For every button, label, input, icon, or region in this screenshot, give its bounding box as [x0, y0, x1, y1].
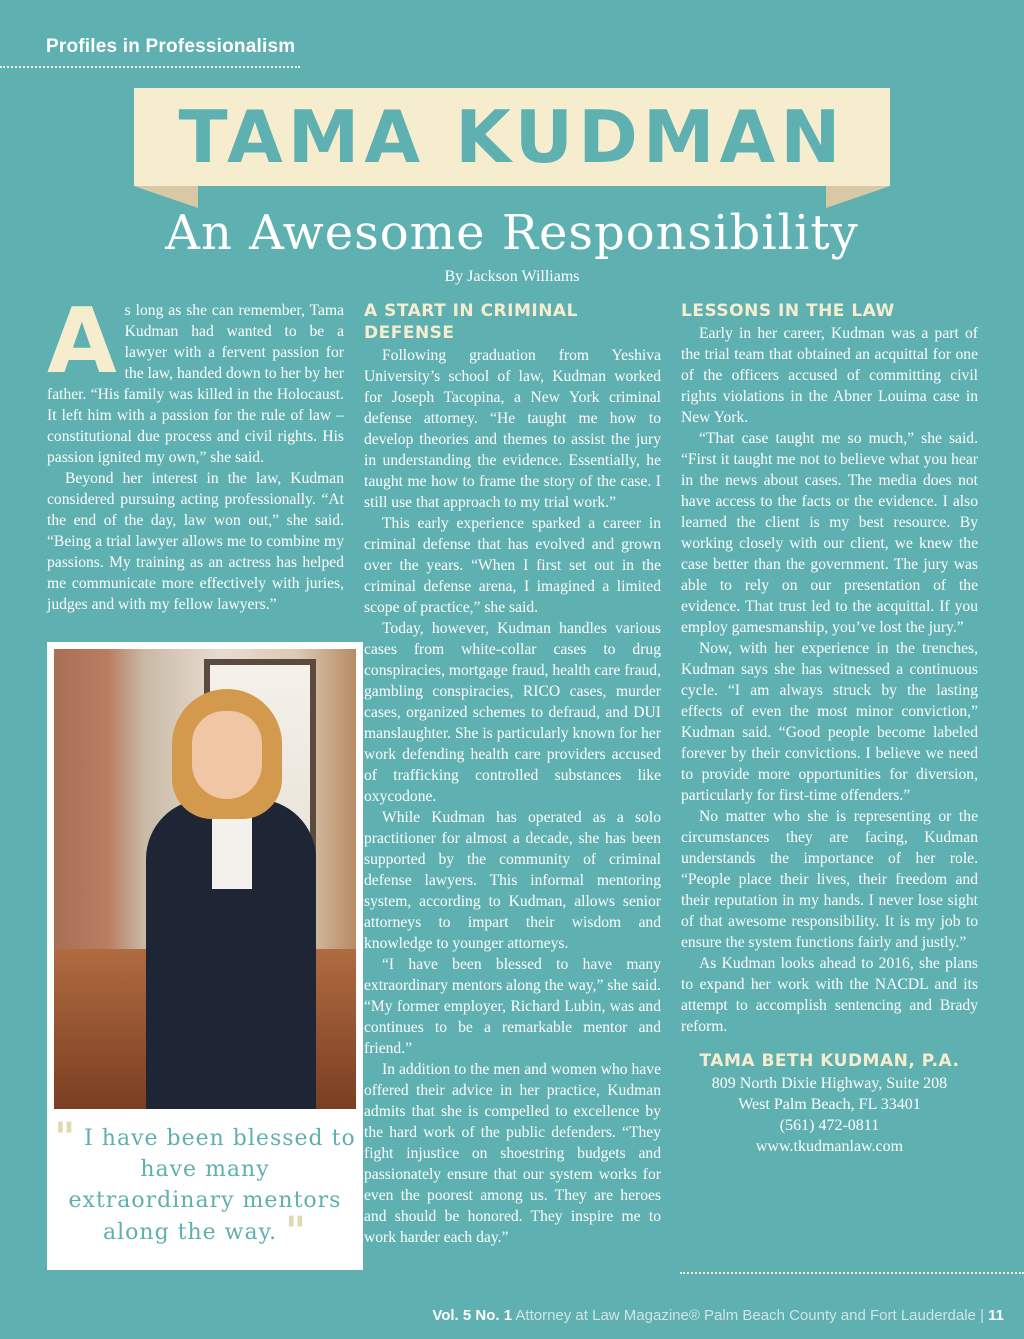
paragraph: Today, however, Kudman handles various cases from white-collar cases to drug conspiracies, mortgage fraud, health care fraud, gambling conspiracies, RICO cases, murder cases, organized schemes to defraud, and DUI manslaughter. She is particularly known for her work defending health care providers accused of trafficking controlled substances like oxycodone. — [364, 620, 662, 805]
byline: By Jackson Williams — [444, 268, 580, 285]
firm-contact — [681, 1049, 978, 1157]
paragraph: s long as she can remember, Tama Kudman had wanted to be a lawyer with a fervent passion for the law, handed down to her by her father. “His family was killed in the Holocaust. It left him with a passion for the rule of law – constitutional due process and civil rights. His passion ignited my own,” she said. — [47, 302, 344, 466]
footer-issue: Vol. 5 No. 1 — [432, 1307, 513, 1324]
section-divider-bottom — [680, 1272, 1024, 1274]
banner-ribbon — [134, 88, 890, 186]
column-3 — [681, 300, 978, 1157]
article-subtitle: An Awesome Responsibility — [165, 205, 859, 261]
title-banner — [0, 0, 1024, 220]
page-title: TAMA KUDMAN — [178, 95, 846, 179]
paragraph: “That case taught me so much,” she said. “First it taught me not to believe what you hear in the news about cases. The media does not have access to the facts or the evidence. I also learned the client is my best resource. By working closely with our client, we knew the case better than the government. The jury was able to rely on our presentation of the evidence. That trust led to the acquittal. If you employ gamesmanship, you’ve lost the jury.” — [681, 430, 978, 636]
paragraph: Following graduation from Yeshiva University’s school of law, Kudman worked for Joseph Tacopina, a New York criminal defense attorney. “He taught me how to develop theories and themes to assist the jury in understanding the evidence. Essentially, he taught me how to frame the story of the case. I still use that approach to my trial work.” — [364, 347, 661, 511]
section-label: Profiles in Professionalism — [46, 36, 296, 57]
footer-magazine: Attorney at Law Magazine® Palm Beach County and Fort Lauderdale — [515, 1307, 976, 1324]
pull-quote — [54, 1114, 356, 1255]
section-heading: LESSONS IN THE LAW — [681, 301, 895, 321]
firm-website: www.tkudmanlaw.com — [755, 1138, 904, 1155]
paragraph: Now, with her experience in the trenches, Kudman says she has witnessed a continuous cycle. “I am always struck by the lasting effects of even the most minor conviction,” Kudman said. “Good people become labeled forever by their convictions. I believe we need to provide more opportunities for diversion, particularly for first-time offenders.” — [681, 640, 978, 804]
shirt-shape — [212, 809, 252, 889]
portrait-photo — [54, 649, 356, 1109]
paragraph: “I have been blessed to have many extraordinary mentors along the way,” she said. “My former employer, Richard Lubin, was and continues to be a remarkable mentor and friend.” — [364, 956, 661, 1057]
footer-page-number: 11 — [988, 1307, 1004, 1324]
paragraph: While Kudman has operated as a solo practitioner for almost a decade, she has been supported by the community of criminal defense lawyers. This informal mentoring system, according to Kudman, allows senior attorneys to impart their wisdom and knowledge to younger attorneys. — [364, 809, 661, 952]
drop-cap: A — [47, 289, 117, 394]
paragraph: Early in her career, Kudman was a part of the trial team that obtained an acquittal for one of the officers accused of committing civil rights violations in the Abner Louima case in New York. — [681, 325, 978, 426]
firm-phone: (561) 472-0811 — [779, 1117, 880, 1134]
firm-name: TAMA BETH KUDMAN, P.A. — [699, 1051, 960, 1071]
page-footer — [0, 1307, 1004, 1324]
face-shape — [192, 711, 262, 799]
open-quote-icon: " — [54, 1114, 77, 1161]
section-heading: A START IN CRIMINAL DEFENSE — [364, 301, 578, 343]
column-2 — [364, 300, 661, 1248]
pull-quote-text: I have been blessed to have many extraordinary mentors along the way. — [68, 1126, 356, 1245]
firm-address-line-1: 809 North Dixie Highway, Suite 208 — [711, 1075, 948, 1092]
paragraph: No matter who she is representing or the circumstances they are facing, Kudman understands the importance of her role. “People place their lives, their freedom and their reputation in my hands. I never lose sight of that awesome responsibility. It is my job to ensure the system functions fairly and justly.” — [681, 808, 978, 951]
firm-address-line-2: West Palm Beach, FL 33401 — [738, 1096, 921, 1113]
close-quote-icon: " — [285, 1208, 307, 1255]
column-1 — [47, 289, 344, 615]
footer-separator: | — [980, 1307, 984, 1324]
paragraph: This early experience sparked a career in criminal defense that has evolved and grown over the years. “When I first set out in the criminal defense arena, I imagined a limited scope of practice,” she said. — [364, 515, 661, 616]
photo-card — [47, 642, 363, 1270]
paragraph: As Kudman looks ahead to 2016, she plans to expand her work with the NACDL and its attempt to accomplish sentencing and Brady reform. — [681, 955, 978, 1035]
paragraph: In addition to the men and women who have offered their advice in her practice, Kudman admits that she is compelled to excellence by the hard work of the public defenders. “They fight injustice on shoestring budgets and passionately ensure that our system works for even the poorest among us. They are heroes and should be honored. They inspire me to work harder each day.” — [364, 1061, 661, 1246]
paragraph: Beyond her interest in the law, Kudman considered pursuing acting professionally. “At the end of the day, law won out,” she said. “Being a trial lawyer allows me to combine my passions. My training as an actress has helped me communicate more effectively with juries, judges and with my fellow lawyers.” — [47, 470, 344, 613]
